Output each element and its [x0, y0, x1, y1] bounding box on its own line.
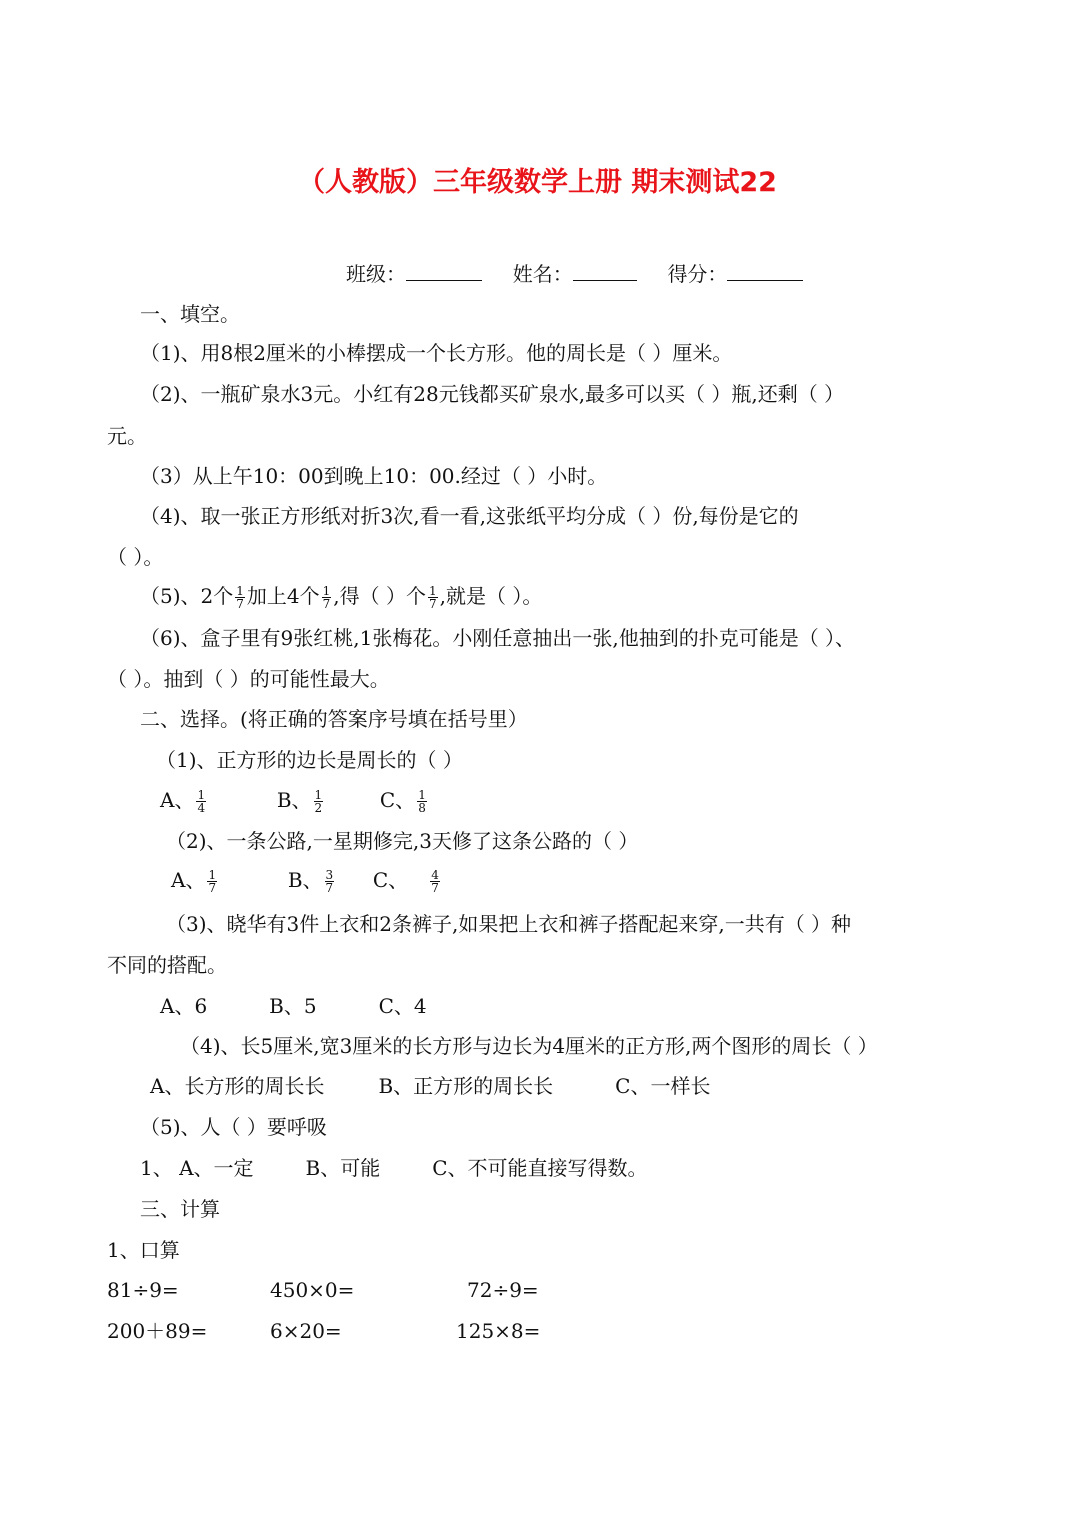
fraction-numerator: 1 — [429, 584, 437, 598]
sec2-q3-line1: （3)、晓华有3件上衣和2条裤子,如果把上衣和裤子搭配起来穿,一共有（ ）种 — [166, 912, 852, 936]
sec1-q4-line1: （4)、取一张正方形纸对折3次,看一看,这张纸平均分成（ ）份,每份是它的 — [140, 504, 799, 528]
sec2-q3-line2: 不同的搭配。 — [107, 953, 227, 977]
fraction — [207, 869, 217, 894]
fraction-denominator: 7 — [325, 881, 334, 895]
fraction-denominator: 7 — [236, 597, 244, 611]
fraction-numerator: 1 — [418, 788, 426, 802]
option-b: B、5 — [269, 994, 317, 1018]
sec1-q2-line1: （2)、一瓶矿泉水3元。小红有28元钱都买矿泉水,最多可以买（ ）瓶,还剩（ ） — [140, 382, 845, 406]
sec2-q2: （2)、一条公路,一星期修完,3天修了这条公路的（ ） — [166, 829, 639, 853]
sec2-q1: （1)、正方形的边长是周长的（ ） — [156, 748, 463, 772]
sec1-q6-line2: （ ）。抽到（ ）的可能性最大。 — [107, 667, 390, 691]
class-blank — [406, 258, 482, 281]
sec2-q5: （5)、人（ ）要呼吸 — [140, 1115, 327, 1139]
option-a: A、6 — [160, 994, 208, 1018]
fraction — [428, 585, 438, 610]
fraction-numerator: 1 — [322, 584, 331, 598]
fraction-denominator: 7 — [431, 881, 439, 895]
fraction-numerator: 3 — [325, 868, 334, 882]
option-a: A、 — [160, 788, 195, 812]
option-a: A、长方形的周长长 — [150, 1074, 325, 1098]
option-c: C、 — [379, 788, 416, 812]
fraction-numerator: 1 — [236, 584, 244, 598]
fraction-denominator: 4 — [197, 801, 206, 815]
fraction-denominator: 7 — [429, 597, 437, 611]
option-c: C、不可能直接写得数。 — [432, 1156, 648, 1180]
calc-cell: 125×8= — [456, 1319, 541, 1343]
fraction-numerator: 4 — [431, 868, 439, 882]
page-title: （人教版）三年级数学上册 期末测试22 — [298, 167, 777, 198]
option-b: B、 — [287, 868, 323, 892]
q5-text-1: （5)、2个 — [140, 584, 234, 608]
sec2-q4: （4)、长5厘米,宽3厘米的长方形与边长为4厘米的正方形,两个图形的周长（ ） — [180, 1034, 878, 1058]
sec1-q2-line2: 元。 — [107, 424, 147, 448]
option-a: 1、 A、一定 — [140, 1156, 254, 1180]
name-blank — [573, 258, 637, 281]
fraction-denominator: 2 — [314, 801, 323, 815]
option-c: C、4 — [378, 994, 427, 1018]
fraction-denominator: 7 — [322, 597, 331, 611]
fraction-denominator: 7 — [208, 881, 217, 895]
fraction — [417, 789, 427, 814]
score-label: 得分： — [667, 262, 728, 286]
fraction-denominator: 8 — [418, 801, 426, 815]
sec3-sub1: 1、口算 — [107, 1238, 180, 1262]
option-b: B、可能 — [305, 1156, 381, 1180]
calc-cell: 200＋89= — [107, 1319, 208, 1343]
sec2-q2-options — [171, 866, 442, 894]
student-info — [346, 258, 803, 288]
sec1-q4-line2: （ ）。 — [107, 545, 164, 569]
section1-heading: 一、填空。 — [140, 302, 240, 326]
option-b: B、正方形的周长长 — [378, 1074, 554, 1098]
score-blank — [727, 258, 803, 281]
section3-heading: 三、计算 — [140, 1197, 220, 1221]
calc-cell: 6×20= — [270, 1319, 342, 1343]
fraction — [314, 789, 324, 814]
name-label: 姓名： — [512, 262, 573, 286]
sec2-q1-options — [160, 786, 429, 814]
fraction — [235, 585, 245, 610]
option-c: C、一样长 — [615, 1074, 711, 1098]
q5-text-4: ,就是（ ）。 — [439, 584, 543, 608]
fraction — [196, 789, 206, 814]
sec2-q5-options — [140, 1154, 648, 1182]
option-c: C、 — [372, 868, 409, 892]
sec2-q3-options — [160, 992, 427, 1020]
class-label: 班级： — [346, 262, 406, 286]
sec1-q5 — [140, 582, 542, 610]
fraction — [325, 869, 335, 894]
sec1-q1: （1)、用8根2厘米的小棒摆成一个长方形。他的周长是（ ）厘米。 — [140, 341, 733, 365]
fraction — [322, 585, 332, 610]
option-b: B、 — [276, 788, 312, 812]
fraction — [430, 869, 440, 894]
fraction-numerator: 1 — [208, 868, 217, 882]
fraction-numerator: 1 — [314, 788, 323, 802]
section2-heading: 二、选择。(将正确的答案序号填在括号里） — [140, 707, 528, 731]
sec1-q3: （3）从上午10：00到晚上10：00.经过（ ）小时。 — [140, 464, 608, 488]
fraction-numerator: 1 — [197, 788, 206, 802]
sec1-q6-line1: （6)、盒子里有9张红桃,1张梅花。小刚任意抽出一张,他抽到的扑克可能是（ ）、 — [140, 626, 856, 650]
calc-cell: 72÷9= — [467, 1278, 539, 1302]
sec2-q4-options — [150, 1072, 710, 1100]
q5-text-3: ,得（ ）个 — [333, 584, 426, 608]
calc-cell: 450×0= — [270, 1278, 355, 1302]
q5-text-2: 加上4个 — [246, 584, 320, 608]
option-a: A、 — [171, 868, 206, 892]
calc-cell: 81÷9= — [107, 1278, 179, 1302]
